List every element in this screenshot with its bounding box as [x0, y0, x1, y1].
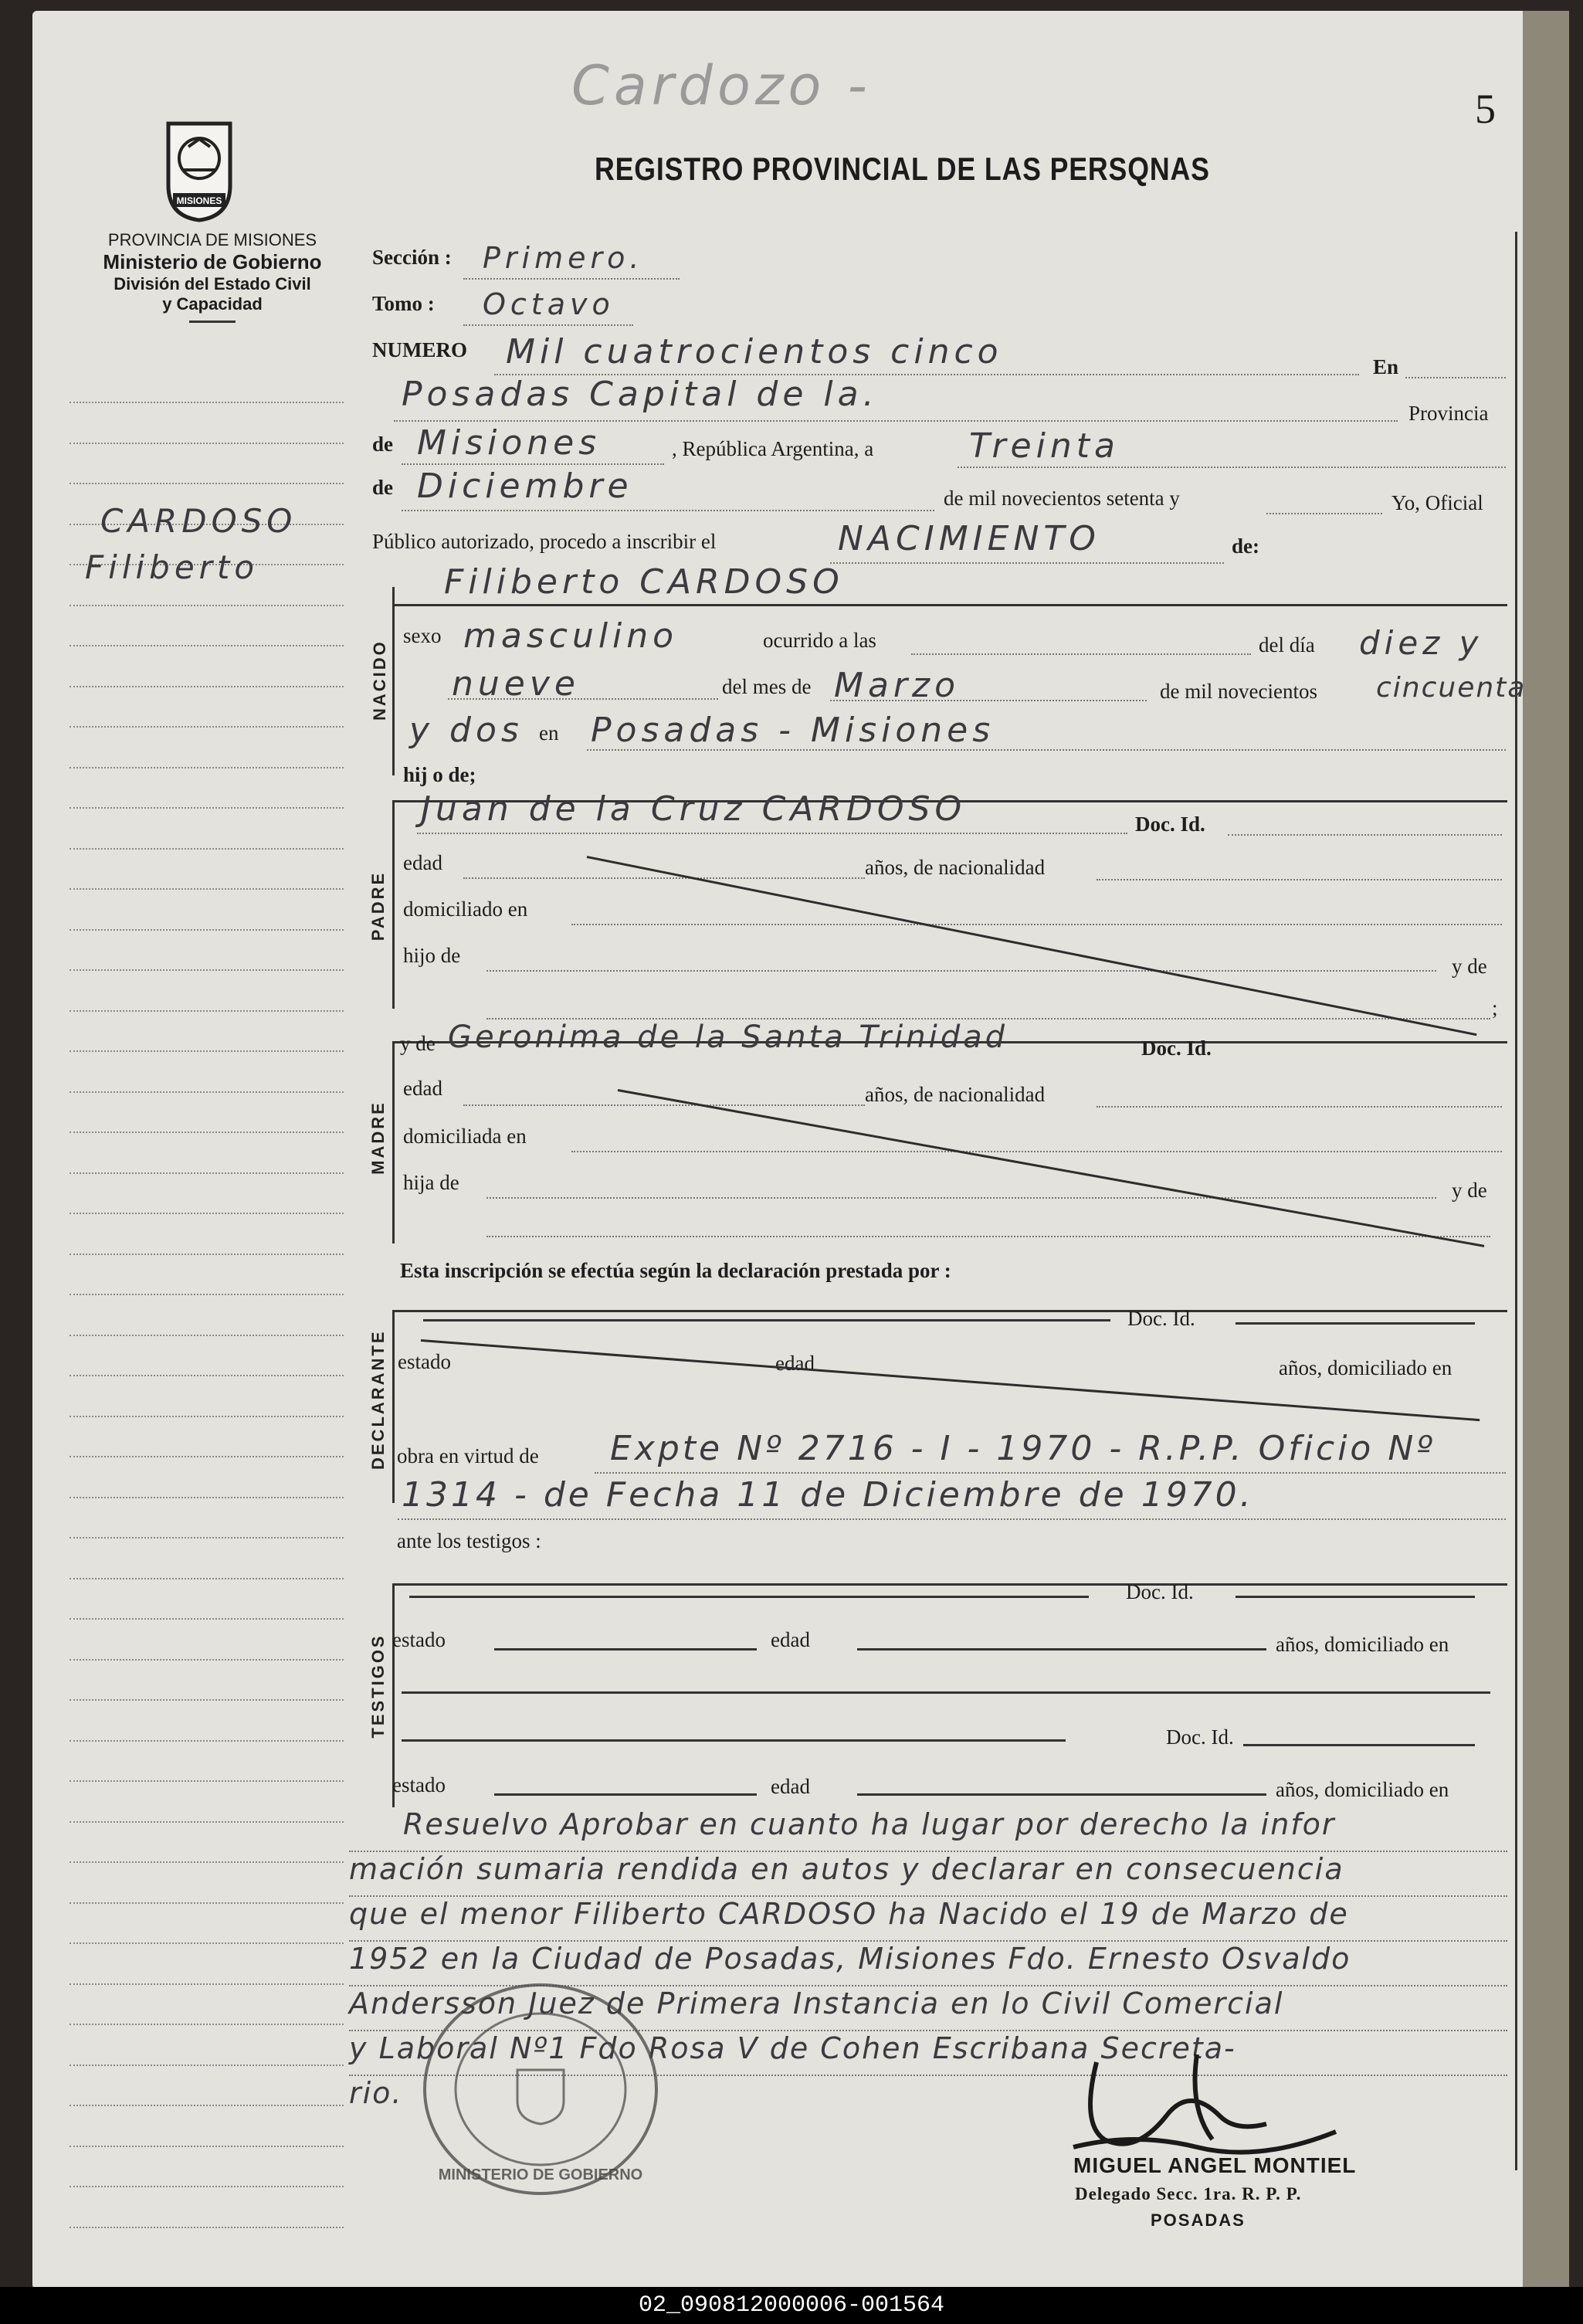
- margin-given-name: Filiberto: [85, 548, 259, 586]
- declarante-section-label: DECLARANTE: [368, 1329, 388, 1470]
- nacido-lugar-value: Posadas - Misiones: [591, 711, 995, 750]
- margin-line: [69, 1902, 344, 1904]
- margin-line: [69, 848, 344, 850]
- document-title: REGISTRO PROVINCIAL DE LAS PERSQNAS: [595, 151, 1210, 187]
- padre-edad-label: edad: [403, 851, 442, 874]
- de3-label: de:: [1232, 534, 1259, 558]
- top-annotation: Cardozo -: [571, 54, 872, 117]
- margin-line: [69, 1578, 344, 1579]
- publico-label: Público autorizado, procedo a inscribir el: [372, 530, 717, 553]
- margin-line: [69, 1861, 344, 1863]
- signatory-title: Delegado Secc. 1ra. R. P. P.: [1075, 2184, 1302, 2204]
- de-label: de: [372, 433, 393, 456]
- de2-label: de: [372, 476, 393, 499]
- margin-line: [69, 1254, 344, 1255]
- margin-line: [69, 2064, 344, 2066]
- obra-label: obra en virtud de: [397, 1444, 539, 1467]
- margin-line: [69, 1821, 344, 1823]
- margin-line: [69, 402, 344, 403]
- margin-line: [69, 1780, 344, 1782]
- provincial-emblem: [162, 116, 236, 228]
- testigo1-estado-label: estado: [392, 1628, 446, 1651]
- testigo1-edad-label: edad: [771, 1628, 810, 1651]
- padre-domicilio-label: domiciliado en: [403, 897, 528, 921]
- margin-line: [69, 686, 344, 687]
- margin-line: [69, 605, 344, 606]
- testigos-label: ante los testigos :: [397, 1529, 541, 1552]
- margin-line: [69, 2105, 344, 2106]
- margin-line: [69, 2186, 344, 2187]
- resolucion-line: mación sumaria rendida en autos y declarar en consecuencia: [349, 1852, 1507, 1897]
- madre-nombre-value: Geronima de la Santa Trinidad: [448, 1020, 1008, 1055]
- padre-hijo-label: hijo de: [403, 944, 461, 967]
- padre-nombre-value: Juan de la Cruz CARDOSO: [421, 789, 967, 829]
- issuer-division: División del Estado Civil: [114, 274, 311, 293]
- sexo-value: masculino: [463, 616, 679, 656]
- padre-yde-label: y de: [1452, 955, 1487, 978]
- madre-edad-label: edad: [403, 1077, 442, 1100]
- signatory-place: POSADAS: [1151, 2210, 1246, 2230]
- margin-line: [69, 1456, 344, 1457]
- en-label: En: [1373, 355, 1399, 378]
- mes-label: del mes de: [722, 675, 812, 698]
- provincia-value: Misiones: [417, 423, 602, 463]
- margin-line: [69, 1294, 344, 1295]
- margin-line: [69, 1659, 344, 1661]
- right-border: [1515, 232, 1517, 2170]
- issuer-block: [69, 230, 355, 323]
- issuer-capacity: y Capacidad: [162, 294, 263, 314]
- margin-line: [69, 1172, 344, 1174]
- padre-doc-label: Doc. Id.: [1135, 813, 1205, 836]
- margin-line: [69, 645, 344, 646]
- image-id-bar: 02_090812000006-001564: [0, 2287, 1583, 2324]
- margin-line: [69, 1699, 344, 1701]
- margin-line: [69, 2227, 344, 2228]
- hijo-de-label: hij o de;: [403, 763, 476, 786]
- issuer-ministry: Ministerio de Gobierno: [103, 250, 322, 273]
- margin-line: [69, 726, 344, 728]
- declarante-domicilio-label: años, domiciliado en: [1279, 1356, 1452, 1379]
- resolucion-line: 1952 en la Ciudad de Posadas, Misiones Fdo. Ernesto Osvaldo: [349, 1942, 1507, 1986]
- sexo-label: sexo: [403, 624, 442, 647]
- margin-line: [69, 443, 344, 444]
- margin-line: [69, 1131, 344, 1133]
- seccion-value: Primero.: [483, 241, 644, 275]
- anio-cont-value: y dos: [409, 711, 524, 750]
- yo-oficial-label: Yo, Oficial: [1391, 491, 1483, 514]
- issuer-divider: [189, 321, 236, 323]
- provincia-label: Provincia: [1408, 402, 1489, 425]
- mes-inscripcion-value: Diciembre: [417, 466, 633, 506]
- madre-doc-label: Doc. Id.: [1141, 1036, 1212, 1060]
- declarante-estado-label: estado: [398, 1350, 451, 1373]
- madre-nacionalidad-label: años, de nacionalidad: [865, 1083, 1046, 1106]
- mes-value: Marzo: [834, 666, 961, 705]
- dia-inscripcion-value: Treinta: [969, 426, 1120, 466]
- margin-line: [69, 1942, 344, 1944]
- testigo2-domicilio-label: años, domiciliado en: [1276, 1778, 1449, 1801]
- obra-line1: Expte Nº 2716 - I - 1970 - R.P.P. Oficio Nº: [610, 1429, 1436, 1468]
- margin-line: [69, 1010, 344, 1012]
- ocurrido-label: ocurrido a las: [763, 629, 876, 652]
- declarante-edad-label: edad: [775, 1352, 815, 1375]
- seal-text: MINISTERIO DE GOBIERNO: [438, 2166, 643, 2183]
- numero-value: Mil cuatrocientos cinco: [506, 332, 1003, 372]
- official-seal: [417, 1977, 664, 2205]
- resolucion-line: Andersson Juez de Primera Instancia en lo Civil Comercial: [349, 1986, 1507, 2031]
- testigo1-domicilio-label: años, domiciliado en: [1276, 1633, 1449, 1656]
- signatory-name: MIGUEL ANGEL MONTIEL: [1073, 2153, 1357, 2177]
- testigo2-edad-label: edad: [771, 1775, 810, 1798]
- madre-hija-label: hija de: [403, 1171, 459, 1194]
- margin-surname: CARDOSO: [100, 502, 297, 540]
- margin-line: [69, 929, 344, 931]
- margin-line: [69, 1416, 344, 1417]
- margin-line: [69, 969, 344, 971]
- testigos-section-label: TESTIGOS: [368, 1634, 388, 1739]
- margin-line: [69, 483, 344, 484]
- margin-line: [69, 1091, 344, 1093]
- book-binding-edge: [1523, 11, 1569, 2289]
- resolucion-line: y Laboral Nº1 Fdo Rosa V de Cohen Escribana Secreta-: [349, 2031, 1507, 2076]
- acto-value: NACIMIENTO: [838, 519, 1100, 558]
- tomo-label: Tomo :: [372, 292, 435, 315]
- margin-line: [69, 807, 344, 809]
- en-lugar-label: en: [539, 721, 559, 745]
- margin-line: [69, 2146, 344, 2147]
- anio-label: de mil novecientos setenta y: [944, 487, 1180, 510]
- seccion-label: Sección :: [372, 246, 452, 269]
- emblem-text: MISIONES: [176, 195, 222, 206]
- margin-line: [69, 1335, 344, 1336]
- nombre-value: Filiberto CARDOSO: [444, 562, 844, 602]
- resolucion-line: que el menor Filiberto CARDOSO ha Nacido el 19 de Marzo de: [349, 1897, 1507, 1942]
- declarante-doc-label: Doc. Id.: [1127, 1307, 1195, 1330]
- mil-label: de mil novecientos: [1160, 680, 1317, 703]
- madre-yde-prefix: y de: [400, 1032, 436, 1055]
- declaracion-label: Esta inscripción se efectúa según la declaración prestada por :: [400, 1259, 951, 1282]
- obra-line2: 1314 - de Fecha 11 de Diciembre de 1970.: [402, 1475, 1254, 1515]
- margin-line: [69, 2024, 344, 2025]
- numero-label: NUMERO: [372, 338, 467, 361]
- testigo2-estado-label: estado: [392, 1773, 446, 1796]
- padre-semicolon: ;: [1492, 996, 1498, 1020]
- anio-value: cincuenta: [1376, 672, 1527, 704]
- margin-line: [69, 888, 344, 890]
- margin-line: [69, 1618, 344, 1620]
- republica-label: , República Argentina, a: [672, 437, 874, 460]
- madre-yde-label: y de: [1452, 1179, 1487, 1202]
- page-number: 5: [1475, 86, 1496, 132]
- margin-line: [69, 1740, 344, 1742]
- margin-line: [69, 1983, 344, 1985]
- margin-line: [69, 1375, 344, 1376]
- tomo-value: Octavo: [483, 287, 615, 321]
- padre-nacionalidad-label: años, de nacionalidad: [865, 856, 1046, 879]
- margin-line: [69, 1497, 344, 1498]
- issuer-province: PROVINCIA DE MISIONES: [107, 230, 317, 249]
- testigo1-doc-label: Doc. Id.: [1126, 1580, 1194, 1603]
- nacido-section-label: NACIDO: [370, 640, 389, 721]
- testigo2-doc-label: Doc. Id.: [1166, 1725, 1234, 1749]
- margin-line: [69, 767, 344, 768]
- padre-section-label: PADRE: [368, 870, 388, 941]
- madre-section-label: MADRE: [368, 1101, 388, 1175]
- margin-line: [69, 1050, 344, 1052]
- dia-cont-value: nueve: [452, 664, 580, 704]
- madre-domicilio-label: domiciliada en: [403, 1125, 527, 1148]
- resolucion-line: rio.: [349, 2076, 403, 2110]
- lugar-value: Posadas Capital de la.: [402, 375, 879, 414]
- del-dia-label: del día: [1259, 633, 1315, 656]
- resolucion-line: Resuelvo Aprobar en cuanto ha lugar por derecho la infor: [349, 1807, 1507, 1852]
- dia-value: diez y: [1359, 624, 1483, 662]
- margin-line: [69, 1213, 344, 1214]
- margin-line: [69, 1537, 344, 1539]
